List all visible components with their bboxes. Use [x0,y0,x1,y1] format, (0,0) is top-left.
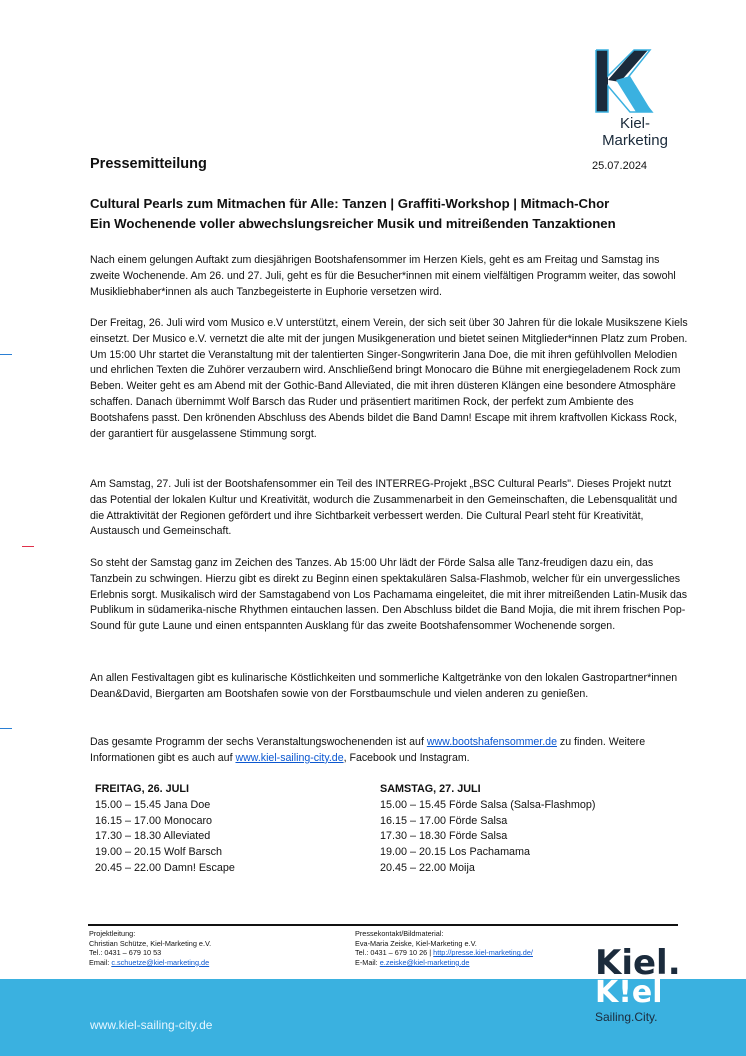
kiel-logo-word: Kiel. [595,943,681,983]
headline-line2: Ein Wochenende voller abwechslungsreicher Musik und mitreißenden Tanzaktionen [90,216,616,231]
margin-marker [0,728,12,729]
links-text-b: zu finden. Weitere Informationen gibt es auch auf [90,736,646,764]
schedule-item: 19.00 – 20.15 Wolf Barsch [95,846,223,859]
contact-email-row [355,958,533,968]
contact-email-row [89,958,211,968]
release-date: 25.07.2024 [592,160,648,172]
margin-marker [22,546,34,547]
headline [90,194,690,234]
kiel-sailing-city-link[interactable]: www.kiel-sailing-city.de [235,751,344,764]
kiel-logo-tagline: Sailing.City. [595,1010,658,1024]
paragraph-friday: Der Freitag, 26. Juli wird vom Musico e.V unterstützt, einem Verein, der sich seit über 30 Jahren für die lokale Musikszene Kiels einsetzt. Der Musico e.V. vernetzt die alte mit der jungen Musikgeneration und bietet seinen Mitglieder*innen Platz zum Proben. Um 15:00 Uhr startet die Veranstaltung mit der talentierten Singer-Songwriterin Jana Doe, die mit ihren gefühlvollen Melodien und ehrlichen Texten die Zuhörer verzaubern wird. Anschließend bringt Monocaro die Bühne mit energiegeladenem Rock zum Beben. Weiter geht es am Abend mit der Gothic-Band Alleviated, die mit ihren düsteren Klängen eine besondere Atmosphäre schaffen. Danach übernimmt Wolf Barsch das Ruder und präsentiert maritimen Rock, der perfekt zum Ambiente des Bootshafens passt. Den krönenden Abschluss des Abends bildet die Band Damn! Escape mit ihrem kraftvollen Kickass Rock, der garantiert für ausgelassene Stimmung sorgt. [90,317,688,440]
email-label: E-Mail: [355,957,380,967]
contact-label: Pressekontakt/Bildmaterial: [355,929,444,938]
kiel-sailing-city-logo [595,943,681,1024]
links-text-c: , Facebook und Instagram. [343,751,470,764]
contact-label: Projektleitung: [89,929,136,938]
kiel-logo-word-white: K!el [595,975,663,1010]
email-link[interactable]: c.schuetze@kiel-marketing.de [111,957,210,967]
paragraph-saturday: So steht der Samstag ganz im Zeichen des Tanzes. Ab 15:00 Uhr lädt der Förde Salsa alle Tanz-freudigen dazu ein, das Tanzbein zu schwingen. Hierzu gibt es direkt zu Beginn einen spektakulären Salsa-Flashmob, welcher für ein unvergessliches Erlebnis sorgt. Musikalisch wird der Samstagabend von Los Pachamama eingeleitet, die mit ihrer mitreißenden Latin-Musik das Publikum in südamerika-nische Rhythmen eintauchen lassen. Den Abschluss bildet die Band Mojia, die mit ihrem frischen Pop-Sound für gute Laune und einen entspannten Ausklang für das zweite Bootshafensommer Wochenende sorgen. [90,557,688,633]
logo-brand-text: Kiel-Marketing [602,115,668,149]
schedule-friday [95,782,235,877]
paragraph-food: An allen Festivaltagen gibt es kulinarische Köstlichkeiten und sommerliche Kaltgetränke von den lokalen Gastropartner*innen Dean&David, Biergarten am Bootshafen sowie von der Forstbaumschule und vielen anderen zu genießen. [90,672,678,700]
press-link[interactable]: http://presse.kiel-marketing.de/ [433,948,533,958]
schedule-saturday-heading: SAMSTAG, 27. JULI [380,783,481,795]
schedule-item: 17.30 – 18.30 Förde Salsa [380,830,508,843]
email-link[interactable]: e.zeiske@kiel-marketing.de [379,957,470,967]
k-logo-icon [590,46,680,116]
footer-contact-project [89,929,211,967]
banner-url: www.kiel-sailing-city.de [90,1018,213,1032]
footer-divider [88,924,678,926]
page-title: Pressemitteilung [90,156,207,172]
schedule-item: 17.30 – 18.30 Alleviated [95,830,211,843]
schedule-item: 20.45 – 22.00 Moija [380,861,475,874]
schedule-item: 16.15 – 17.00 Förde Salsa [380,814,508,827]
email-label: Email: [89,957,112,967]
margin-marker [0,354,12,355]
footer-contact-press [355,929,533,967]
contact-phone-row [355,948,533,958]
schedule-item: 16.15 – 17.00 Monocaro [95,814,213,827]
schedule-item: 15.00 – 15.45 Jana Doe [95,798,211,811]
schedule-item: 19.00 – 20.15 Los Pachamama [380,846,531,859]
contact-phone: Tel.: 0431 – 679 10 53 [89,948,162,958]
links-text-a: Das gesamte Programm der sechs Veranstaltungswochenenden ist auf [90,736,427,748]
contact-name: Christian Schütze, Kiel-Marketing e.V. [89,938,212,948]
contact-phone: Tel.: 0431 – 679 10 26 | [355,948,434,958]
contact-name: Eva-Maria Zeiske, Kiel-Marketing e.V. [355,938,477,948]
headline-line1: Cultural Pearls zum Mitmachen für Alle: Tanzen | Graffiti-Workshop | Mitmach-Chor [90,196,610,211]
schedule-friday-heading: FREITAG, 26. JULI [95,783,189,795]
bootshafensommer-link[interactable]: www.bootshafensommer.de [426,736,557,748]
schedule-item: 15.00 – 15.45 Förde Salsa (Salsa-Flashmop) [380,798,596,811]
schedule-saturday [380,782,595,877]
paragraph-links [90,735,690,767]
schedule-item: 20.45 – 22.00 Damn! Escape [95,861,235,874]
paragraph-intro: Nach einem gelungen Auftakt zum diesjährigen Bootshafensommer im Herzen Kiels, geht es am Freitag und Samstag ins zweite Wochenende. Am 26. und 27. Juli, geht es für die Besucher*innen mit einem vielfältigen Programm weiter, das sowohl Musikliebhaber*innen als auch Tanzbegeisterte in Euphorie versetzen wird. [90,254,676,298]
paragraph-interreg: Am Samstag, 27. Juli ist der Bootshafensommer ein Teil des INTERREG-Projekt „BSC Cultural Pearls". Dieses Projekt nutzt das Potential der lokalen Kultur und Kreativität, wodurch die Zusammenarbeit in den Gemeinschaften, die Lebensqualität und die Attraktivität der Regionen gefördert und ihre Sichtbarkeit verbessert werden. Die Cultural Pearl steht für Kreativität, Austausch und Gemeinschaft. [90,478,678,538]
